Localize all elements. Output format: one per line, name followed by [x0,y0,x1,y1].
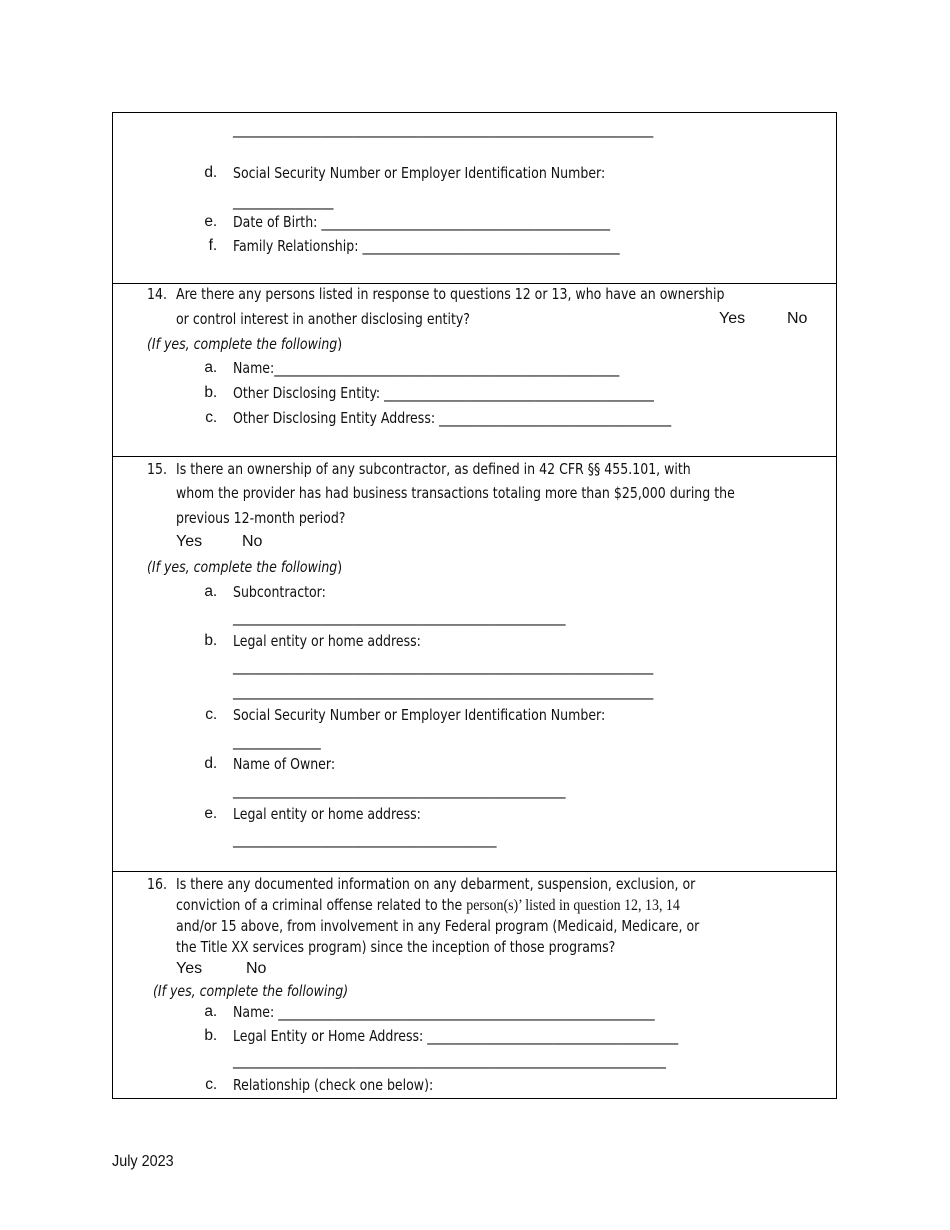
question-text: Is there an ownership of any subcontractor, as defined in 42 CFR §§ 455.101, with [176,460,691,478]
item-letter: b. [204,384,217,401]
question-text-part: conviction of a criminal offense related to the [176,896,467,914]
question-text: Are there any persons listed in response to questions 12 or 13, who have an ownership [176,285,725,303]
item-letter: e. [204,805,217,822]
section-13-continued [113,113,836,283]
other-disclosing-entity-address-field[interactable]: Other Disclosing Entity Address: _____________________________________ [233,409,672,427]
other-disclosing-entity-field[interactable]: Other Disclosing Entity: ___________________________________________ [233,384,654,402]
blank-line[interactable]: ___________________________________________________________________ [233,120,654,138]
legal-entity-home-address-field[interactable]: Legal Entity or Home Address: ________________________________________ [233,1027,679,1045]
yes-option[interactable]: Yes [719,310,746,327]
section-16 [113,871,836,1098]
item-letter: f. [208,237,217,254]
question-number: 15. [147,460,167,478]
question-text: the Title XX services program) since the inception of those programs? [176,938,616,956]
section-15 [113,456,836,871]
no-option[interactable]: No [246,960,267,977]
question-number: 16. [147,875,167,893]
question-text [176,895,680,916]
no-option[interactable]: No [242,533,263,550]
legal-entity-address-field-2[interactable]: ___________________________________________________________________ [233,682,654,700]
item-letter: c. [205,706,217,723]
family-relationship-field[interactable]: Family Relationship: _________________________________________ [233,237,620,255]
legal-entity-address-field-3[interactable]: __________________________________________ [233,830,497,848]
ssn-ein-label: Social Security Number or Employer Identification Number: [233,164,606,182]
paren: ) [337,558,343,576]
item-letter: c. [205,409,217,426]
yes-option[interactable]: Yes [176,960,203,977]
legal-entity-address-label: Legal entity or home address: [233,632,421,650]
if-yes-instruction [147,334,342,354]
question-text: Is there any documented information on any debarment, suspension, exclusion, or [176,875,696,893]
name-of-owner-label: Name of Owner: [233,755,336,773]
question-text-part: person(s)’ listed in question 12, 13, 14 [466,897,680,914]
question-text: or control interest in another disclosing entity? [176,310,470,328]
name-field[interactable]: Name: ____________________________________________________________ [233,1003,655,1021]
name-field[interactable]: Name:_______________________________________________________ [233,359,620,377]
question-text: and/or 15 above, from involvement in any Federal program (Medicaid, Medicare, or [176,917,700,935]
item-letter: c. [205,1076,217,1093]
ssn-ein-field[interactable]: ______________ [233,732,321,750]
legal-entity-home-address-field-2[interactable]: _____________________________________________________________________ [233,1051,666,1069]
item-letter: a. [204,583,217,600]
legal-entity-address-label-2: Legal entity or home address: [233,805,421,823]
subcontractor-field[interactable]: _____________________________________________________ [233,608,566,626]
paren: ) [337,335,343,353]
item-letter: b. [204,1027,217,1044]
question-text: whom the provider has had business transactions totaling more than $25,000 during the [176,484,735,502]
section-14 [113,283,836,456]
if-yes-instruction [147,557,342,577]
item-letter: a. [204,359,217,376]
subcontractor-label: Subcontractor: [233,583,326,601]
item-letter: d. [204,755,217,772]
date-of-birth-field[interactable]: Date of Birth: ______________________________________________ [233,213,610,231]
ssn-ein-field[interactable]: ________________ [233,192,334,210]
yes-option[interactable]: Yes [176,533,203,550]
no-option[interactable]: No [787,310,808,327]
relationship-label: Relationship (check one below): [233,1076,434,1094]
item-letter: d. [204,164,217,181]
item-letter: b. [204,632,217,649]
legal-entity-address-field[interactable]: ___________________________________________________________________ [233,657,654,675]
if-yes-text: (If yes, complete the following [147,335,338,353]
disclosure-form-table [112,112,837,1099]
question-number: 14. [147,285,167,303]
ssn-ein-label: Social Security Number or Employer Identification Number: [233,706,606,724]
question-text: previous 12-month period? [176,509,346,527]
if-yes-instruction: (If yes, complete the following) [153,982,349,1000]
if-yes-text: (If yes, complete the following [147,558,338,576]
item-letter: e. [204,213,217,230]
name-of-owner-field[interactable]: _____________________________________________________ [233,781,566,799]
item-letter: a. [204,1003,217,1020]
footer-date: July 2023 [112,1153,174,1170]
